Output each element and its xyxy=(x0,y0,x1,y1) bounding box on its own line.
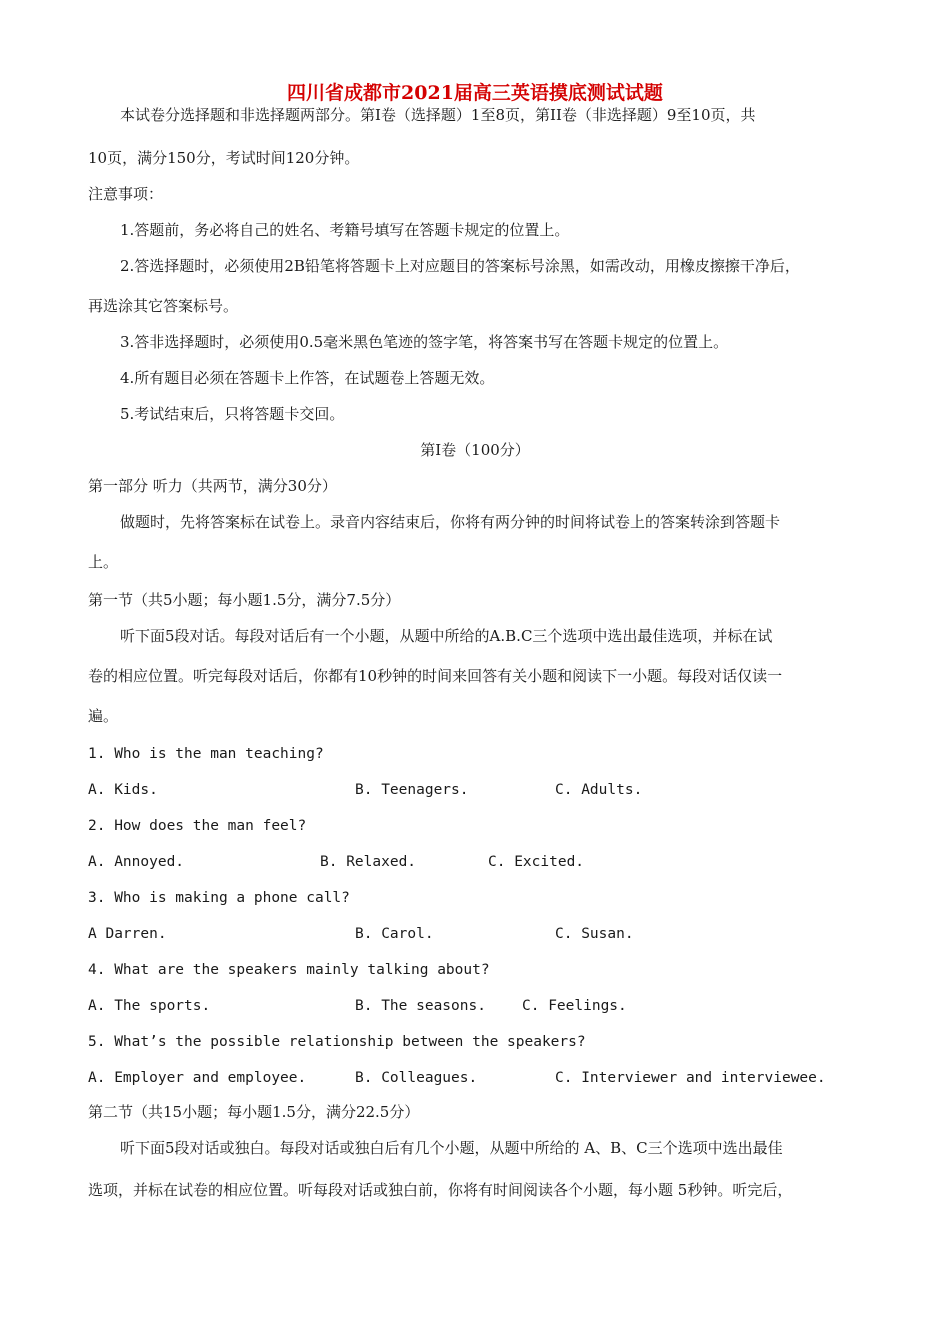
question-3: 3. Who is making a phone call? xyxy=(88,890,350,906)
exam-title: 四川省成都市2021届高三英语摸底测试试题 xyxy=(287,82,663,104)
option-c: C. Interviewer and interviewee. xyxy=(555,1070,826,1086)
note-item-continued: 再选涂其它答案标号。 xyxy=(88,297,239,315)
part1-instructions-2: 上。 xyxy=(88,553,119,571)
option-a: A. The sports. xyxy=(88,998,211,1014)
option-a: A Darren. xyxy=(88,926,167,942)
section2-instructions-1: 听下面5段对话或独白。每段对话或独白后有几个小题，从题中所给的 A、B、C三个选项中选出最佳 xyxy=(120,1139,783,1157)
volume-heading: 第Ⅰ卷（100分） xyxy=(420,441,530,459)
option-a: A. Employer and employee. xyxy=(88,1070,307,1086)
question-2: 2. How does the man feel? xyxy=(88,818,307,834)
question-4: 4. What are the speakers mainly talking about? xyxy=(88,962,490,978)
option-c: C. Adults. xyxy=(555,782,643,798)
part1-heading: 第一部分 听力（共两节，满分30分） xyxy=(88,477,337,495)
note-item: 5.考试结束后，只将答题卡交回。 xyxy=(120,405,345,423)
question-5: 5. What’s the possible relationship between the speakers? xyxy=(88,1034,586,1050)
section1-instructions-3: 遍。 xyxy=(88,707,119,725)
intro-line-2: 10页，满分150分，考试时间120分钟。 xyxy=(88,149,360,167)
option-b: B. The seasons. xyxy=(355,998,486,1014)
note-item: 3.答非选择题时，必须使用0.5毫米黑色笔迹的签字笔，将答案书写在答题卡规定的位置上。 xyxy=(120,333,729,351)
option-c: C. Susan. xyxy=(555,926,634,942)
option-b: B. Relaxed. xyxy=(320,854,417,870)
section2-instructions-2: 选项，并标在试卷的相应位置。听每段对话或独白前，你将有时间阅读各个小题，每小题 5秒钟。听完后， xyxy=(88,1181,793,1199)
note-item: 4.所有题目必须在答题卡上作答，在试题卷上答题无效。 xyxy=(120,369,495,387)
section1-instructions-1: 听下面5段对话。每段对话后有一个小题，从题中所给的A.B.C三个选项中选出最佳选项，并标在试 xyxy=(120,627,773,645)
intro-line-1: 本试卷分选择题和非选择题两部分。第Ⅰ卷（选择题）1至8页，第II卷（非选择题）9至10页，共 xyxy=(120,106,756,124)
section1-heading: 第一节（共5小题；每小题1.5分，满分7.5分） xyxy=(88,591,401,609)
section1-instructions-2: 卷的相应位置。听完每段对话后，你都有10秒钟的时间来回答有关小题和阅读下一小题。每段对话仅读一 xyxy=(88,667,783,685)
question-1: 1. Who is the man teaching? xyxy=(88,746,324,762)
option-b: B. Colleagues. xyxy=(355,1070,478,1086)
notes-heading: 注意事项： xyxy=(88,185,164,203)
option-b: B. Carol. xyxy=(355,926,434,942)
section2-heading: 第二节（共15小题；每小题1.5分，满分22.5分） xyxy=(88,1103,420,1121)
part1-instructions-1: 做题时，先将答案标在试卷上。录音内容结束后，你将有两分钟的时间将试卷上的答案转涂到答题卡 xyxy=(120,513,781,531)
option-c: C. Feelings. xyxy=(522,998,627,1014)
option-c: C. Excited. xyxy=(488,854,585,870)
option-a: A. Kids. xyxy=(88,782,158,798)
option-a: A. Annoyed. xyxy=(88,854,185,870)
note-item: 1.答题前，务必将自己的姓名、考籍号填写在答题卡规定的位置上。 xyxy=(120,221,570,239)
note-item: 2.答选择题时，必须使用2B铅笔将答题卡上对应题目的答案标号涂黑，如需改动，用橡皮擦擦干净后， xyxy=(120,257,800,275)
option-b: B. Teenagers. xyxy=(355,782,469,798)
